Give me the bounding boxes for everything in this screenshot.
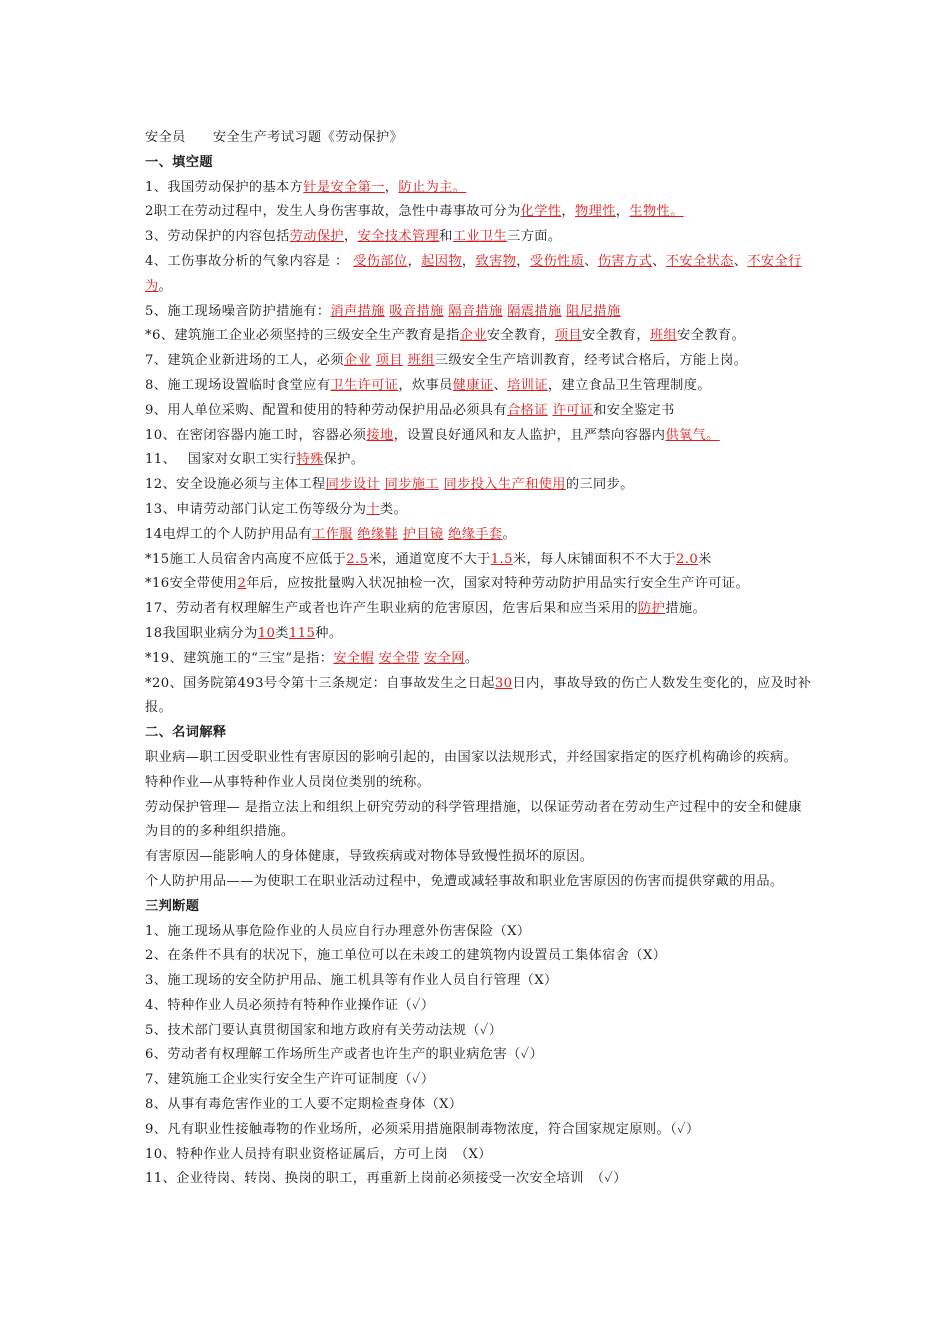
answer-blank: 隔震措施	[507, 303, 562, 319]
question-text: 米	[698, 551, 712, 567]
question-text: ，	[384, 179, 399, 195]
answer-blank: 许可证	[552, 402, 594, 418]
answer-mark: （X）	[425, 1097, 463, 1113]
answer-blank: 吸音措施	[389, 303, 444, 319]
question-text: ，建立食品卫生管理制度。	[547, 377, 711, 393]
question-text: ，	[461, 253, 476, 269]
question-text: 11、 国家对女职工实行	[145, 452, 297, 468]
answer-blank: 护目镜	[402, 526, 444, 542]
answer-blank: 防护	[638, 601, 666, 617]
question-text: ，	[561, 204, 576, 220]
question-text: 、	[493, 377, 508, 393]
statement-text: 3、施工现场的安全防护用品、施工机具等有作业人员自行管理	[145, 973, 521, 989]
question-text: 米，每人床铺面积不不大于	[512, 551, 676, 567]
answer-blank: 合格证	[507, 402, 548, 418]
answer-blank: 企业	[344, 353, 372, 369]
question-text: 。	[158, 278, 173, 294]
answer-blank: 防止为主。	[398, 179, 467, 195]
answer-blank: 化学性	[520, 204, 562, 220]
true-false-item	[145, 1118, 815, 1143]
answer-blank: 安全网	[424, 650, 465, 666]
answer-blank: 受伤性质	[529, 253, 585, 269]
answer-blank: 受伤部位	[353, 253, 408, 269]
answer-blank: 1.5	[490, 551, 513, 567]
answer-mark: （X）	[629, 948, 667, 964]
answer-mark: （✓）	[597, 1171, 627, 1187]
answer-blank: 班组	[407, 353, 435, 369]
section-heading-true-false: 三判断题	[145, 898, 200, 914]
question-text: 。	[464, 650, 479, 666]
fill-in-question	[145, 647, 815, 672]
question-text: 14电焊工的个人防护用品有	[145, 526, 313, 542]
statement-text: 7、建筑施工企业实行安全生产许可证制度	[145, 1072, 399, 1088]
term-definition: 个人防护用品——为使职工在职业活动过程中，免遭或减轻事故和职业危害原因的伤害而提供穿戴的用品。	[145, 873, 784, 889]
question-text: *19、建筑施工的“三宝”是指：	[145, 650, 334, 666]
statement-text: 6、劳动者有权理解工作场所生产或者也许生产的职业病危害	[145, 1047, 508, 1063]
fill-in-question	[145, 424, 815, 449]
answer-blank: 不安全行为	[145, 253, 802, 294]
true-false-item	[145, 1167, 815, 1192]
question-text: 日内，事故导致的伤亡人数发生变化的，应及时补报。	[145, 675, 812, 716]
term-definition: 职业病—职工因受职业性有害原因的影响引起的，由国家以法规形式，并经国家指定的医疗机构确诊的疾病。	[145, 749, 798, 765]
statement-text: 4、特种作业人员必须持有特种作业操作证	[145, 997, 399, 1013]
question-text: 保护。	[323, 452, 365, 468]
answer-blank: 针是安全第一	[303, 179, 385, 195]
answer-blank: 30	[494, 675, 513, 691]
fill-in-question	[145, 399, 815, 424]
answer-blank: 十	[366, 501, 380, 517]
fill-in-question	[145, 200, 815, 225]
answer-mark: （X）	[520, 973, 558, 989]
question-text: ，	[615, 204, 630, 220]
question-text: *16安全带使用	[145, 576, 238, 592]
fill-in-question	[145, 548, 815, 573]
question-text: *6、建筑施工企业必须坚持的三级安全生产教育是指	[145, 328, 460, 344]
question-text: 三级安全生产培训教育，经考试合格后，方能上岗。	[434, 353, 748, 369]
true-false-item	[145, 944, 815, 969]
true-false-list	[145, 920, 815, 1193]
answer-mark: （X）	[493, 923, 531, 939]
answer-blank: 企业	[459, 328, 487, 344]
answer-blank: 供氧气。	[665, 427, 720, 443]
question-text: 、	[584, 253, 598, 269]
answer-blank: 阻尼措施	[566, 303, 621, 319]
question-text: 安全教育，	[582, 328, 650, 344]
statement-text: 2、在条件不具有的状况下，施工单位可以在未竣工的建筑物内设置员工集体宿舍	[145, 948, 630, 964]
answer-blank: 安全帽	[333, 650, 375, 666]
answer-blank: 消声措施	[330, 303, 385, 319]
answer-blank: 培训证	[507, 377, 548, 393]
question-text: 9、用人单位采购、配置和使用的特种劳动保护用品必须具有	[145, 402, 508, 418]
question-text: 3、劳动保护的内容包括	[145, 229, 290, 245]
fill-in-question	[145, 498, 815, 523]
fill-in-question-list	[145, 176, 815, 722]
answer-blank: 115	[288, 625, 316, 641]
true-false-item	[145, 1043, 815, 1068]
fill-in-question	[145, 176, 815, 201]
fill-in-question	[145, 374, 815, 399]
answer-blank: 同步设计	[325, 477, 380, 493]
question-text: 、	[733, 253, 748, 269]
term-definition: 劳动保护管理— 是指立法上和组织上研究劳动的科学管理措施，以保证劳动者在劳动生产过程中的安全和健康为目的的多种组织措施。	[145, 799, 802, 840]
answer-blank: 绝缘手套	[448, 526, 503, 542]
true-false-item	[145, 994, 815, 1019]
question-text: 安全教育。	[677, 328, 746, 344]
fill-in-question	[145, 622, 815, 647]
answer-blank: 同步施工	[384, 477, 439, 493]
answer-blank: 项目	[554, 328, 583, 344]
document-content	[145, 126, 815, 1192]
question-text: 年后，应按批量购入状况抽检一次，国家对特种劳动防护用品实行安全生产许可证。	[246, 576, 750, 592]
question-text: 17、劳动者有权理解生产或者也许产生职业病的危害原因，危害后果和应当采用的	[145, 601, 639, 617]
question-text: 、	[652, 253, 666, 269]
question-text: 5、施工现场噪音防护措施有：	[145, 303, 331, 319]
answer-blank: 劳动保护	[289, 229, 345, 245]
fill-in-question	[145, 250, 815, 300]
answer-blank: 同步投入生产和使用	[443, 477, 566, 493]
fill-in-question	[145, 473, 815, 498]
question-text: 安全教育，	[486, 328, 555, 344]
answer-blank: 安全技术管理	[357, 229, 440, 245]
answer-blank: 健康证	[452, 377, 494, 393]
answer-blank: 项目	[375, 353, 403, 369]
question-text: 种。	[315, 625, 343, 641]
answer-mark: （✓）	[670, 1121, 700, 1137]
answer-blank: 卫生许可证	[330, 377, 399, 393]
section-heading-definitions: 二、名词解释	[145, 725, 227, 741]
answer-blank: 工作服	[312, 526, 353, 542]
question-text: 1、我国劳动保护的基本方	[145, 179, 304, 195]
fill-in-question	[145, 597, 815, 622]
answer-blank: 起因物	[421, 253, 462, 269]
question-text: ，	[344, 229, 358, 245]
statement-text: 9、凡有职业性接触毒物的作业场所，必须采用措施限制毒物浓度，符合国家规定原则。	[145, 1121, 671, 1137]
true-false-item	[145, 1143, 815, 1168]
question-text: 4、工伤事故分析的气象内容是 ：	[145, 253, 354, 269]
fill-in-question	[145, 672, 815, 722]
answer-blank: 致害物	[475, 253, 517, 269]
answer-mark: （✓）	[466, 1022, 503, 1038]
question-text: 10、在密闭容器内施工时，容器必须	[145, 427, 367, 443]
true-false-item	[145, 969, 815, 994]
question-text: 13、申请劳动部门认定工伤等级分为	[145, 501, 367, 517]
answer-blank: 伤害方式	[597, 253, 653, 269]
section-heading-fill-in: 一、填空题	[145, 154, 213, 170]
answer-blank: 2.5	[346, 551, 369, 567]
question-text: 。	[502, 526, 517, 542]
fill-in-question	[145, 572, 815, 597]
term-definition: 特种作业—从事特种作业人员岗位类别的统称。	[145, 774, 431, 790]
statement-text: 8、从事有毒危害作业的工人要不定期检查身体	[145, 1097, 426, 1113]
question-text: 和安全鉴定书	[593, 402, 675, 418]
true-false-item	[145, 1019, 815, 1044]
term-definition: 有害原因—能影响人的身体健康，导致疾病或对物体导致慢性损坏的原因。	[145, 849, 594, 865]
fill-in-question	[145, 225, 815, 250]
answer-mark: （✓）	[507, 1047, 544, 1063]
answer-blank: 安全带	[378, 650, 420, 666]
question-text: 类	[275, 625, 289, 641]
true-false-item	[145, 920, 815, 945]
answer-mark: （✓）	[398, 997, 435, 1013]
fill-in-question	[145, 300, 815, 325]
statement-text: 10、特种作业人员持有职业资格证属后，方可上岗	[145, 1146, 462, 1162]
question-text: *15施工人员宿舍内高度不应低于	[145, 551, 347, 567]
question-text: 8、施工现场设置临时食堂应有	[145, 377, 331, 393]
answer-blank: 2	[237, 576, 247, 592]
definition-list	[145, 746, 815, 895]
answer-blank: 不安全状态	[665, 253, 734, 269]
answer-blank: 特殊	[296, 452, 324, 468]
question-text: ，炊事员	[398, 377, 453, 393]
question-text: ，设置良好通风和友人监护，且严禁向容器内	[393, 427, 666, 443]
question-text: ，	[407, 253, 422, 269]
answer-mark: （✓）	[398, 1072, 435, 1088]
question-text: 2职工在劳动过程中，发生人身伤害事故，急性中毒事故可分为	[145, 204, 521, 220]
answer-blank: 物理性	[575, 204, 616, 220]
question-text: 米，通道宽度不大于	[368, 551, 491, 567]
statement-text: 11、企业待岗、转岗、换岗的职工，再重新上岗前必须接受一次安全培训	[145, 1171, 598, 1187]
answer-blank: 2.0	[675, 551, 699, 567]
question-text: 12、安全设施必须与主体工程	[145, 477, 326, 493]
true-false-item	[145, 1068, 815, 1093]
question-text: *20、国务院第493号令第十三条规定：自事故发生之日起	[145, 675, 495, 691]
fill-in-question	[145, 324, 815, 349]
statement-text: 1、施工现场从事危险作业的人员应自行办理意外伤害保险	[145, 923, 494, 939]
document-title: 安全员 安全生产考试习题《劳动保护》	[145, 130, 404, 145]
statement-text: 5、技术部门要认真贯彻国家和地方政府有关劳动法规	[145, 1022, 467, 1038]
answer-blank: 绝缘鞋	[357, 526, 399, 542]
fill-in-question	[145, 523, 815, 548]
answer-blank: 工业卫生	[452, 229, 508, 245]
question-text: ，	[516, 253, 530, 269]
answer-blank: 班组	[649, 328, 678, 344]
fill-in-question	[145, 349, 815, 374]
question-text: 和	[439, 229, 453, 245]
answer-mark: （X）	[461, 1146, 492, 1162]
question-text: 措施。	[665, 601, 707, 617]
question-text: 类。	[380, 501, 408, 517]
question-text: 18我国职业病分为	[145, 625, 258, 641]
answer-blank: 10	[257, 625, 276, 641]
fill-in-question	[145, 448, 815, 473]
answer-blank: 隔音措施	[448, 303, 503, 319]
question-text: 三方面。	[507, 229, 562, 245]
question-text: 7、建筑企业新进场的工人，必须	[145, 353, 345, 369]
true-false-item	[145, 1093, 815, 1118]
question-text: 的三同步。	[565, 477, 634, 493]
answer-blank: 生物性。	[629, 204, 684, 220]
answer-blank: 接地	[366, 427, 394, 443]
